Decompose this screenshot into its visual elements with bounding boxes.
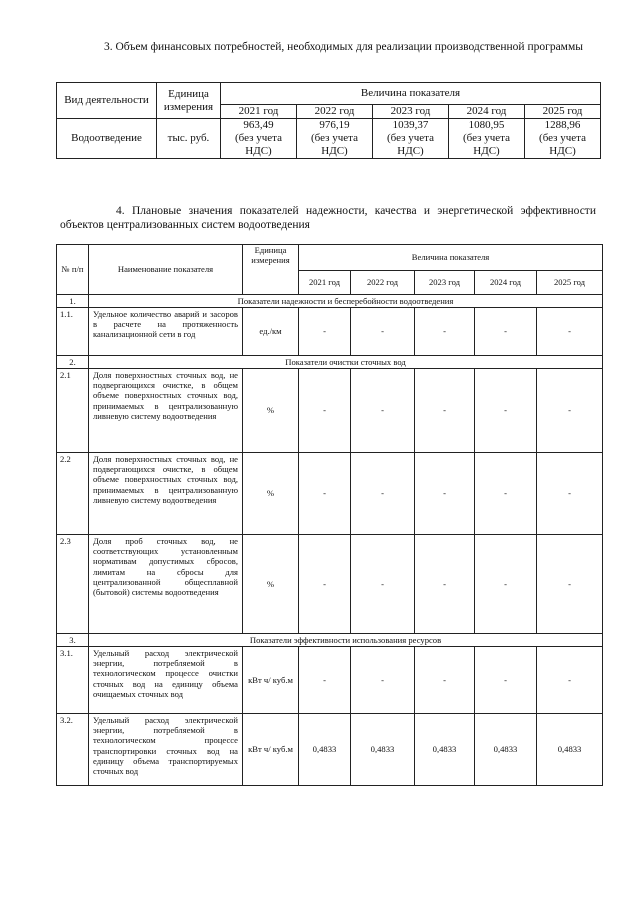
indicator-value: -: [415, 453, 475, 535]
indicator-value: -: [537, 453, 603, 535]
section-row: [57, 634, 603, 647]
year-header: 2024 год: [449, 105, 525, 119]
year-header: 2025 год: [525, 105, 601, 119]
indicator-name: Доля поверхностных сточных вод, не подвергающихся очистке, в общем объеме поверхностных сточных вод, принимаемых в централизованную ливневую систему водоотведения: [89, 453, 243, 535]
indicator-value: -: [351, 535, 415, 634]
value-line: (без учета: [463, 132, 510, 144]
row-number: 2.3: [57, 535, 89, 634]
indicator-value: -: [415, 308, 475, 356]
indicator-row: [57, 535, 603, 634]
indicator-value: -: [415, 647, 475, 714]
year-header: 2024 год: [475, 271, 537, 295]
value-line: НДС): [245, 145, 272, 157]
indicator-row: [57, 647, 603, 714]
row-number: 2.2: [57, 453, 89, 535]
value-line: НДС): [321, 145, 348, 157]
section3-heading: [60, 40, 588, 54]
indicator-value: -: [475, 369, 537, 453]
indicator-value: -: [351, 308, 415, 356]
year-header: 2021 год: [299, 271, 351, 295]
value-line: 1288,96: [544, 119, 581, 131]
indicator-unit: %: [243, 535, 299, 634]
value-cell: [373, 119, 449, 159]
indicator-unit: кВт ч/ куб.м: [243, 647, 299, 714]
header-unit: Единица измерения: [243, 245, 299, 295]
section-number: 1.: [57, 295, 89, 308]
value-cell: [525, 119, 601, 159]
year-header: 2022 год: [351, 271, 415, 295]
section-number: 3.: [57, 634, 89, 647]
value-line: (без учета: [539, 132, 586, 144]
value-line: НДС): [473, 145, 500, 157]
section-number: 2.: [57, 356, 89, 369]
indicator-value: 0,4833: [537, 714, 603, 786]
row-number: 2.1: [57, 369, 89, 453]
section-row: [57, 356, 603, 369]
year-header: 2025 год: [537, 271, 603, 295]
value-line: (без учета: [311, 132, 358, 144]
indicator-value: 0,4833: [351, 714, 415, 786]
row-number: 3.2.: [57, 714, 89, 786]
value-line: НДС): [397, 145, 424, 157]
indicator-value: -: [299, 535, 351, 634]
value-line: (без учета: [387, 132, 434, 144]
value-line: 963,49: [243, 119, 274, 131]
indicator-value: -: [537, 308, 603, 356]
indicator-value: -: [351, 369, 415, 453]
section-title: Показатели очистки сточных вод: [89, 356, 603, 369]
header-activity: Вид деятельности: [57, 83, 157, 119]
year-header: 2023 год: [373, 105, 449, 119]
indicator-value: 0,4833: [299, 714, 351, 786]
indicator-unit: %: [243, 369, 299, 453]
indicator-name: Удельный расход электрической энергии, потребляемой в технологическом процессе транспортировки сточных вод на единицу объема транспортируемых сточных вод: [89, 714, 243, 786]
section-row: [57, 295, 603, 308]
indicator-unit: кВт ч/ куб.м: [243, 714, 299, 786]
indicator-value: -: [351, 453, 415, 535]
header-value: Величина показателя: [299, 245, 603, 271]
indicator-name: Доля поверхностных сточных вод, не подвергающихся очистке, в общем объеме поверхностных сточных вод, принимаемых в централизованную ливневую систему водоотведения: [89, 369, 243, 453]
section-title: Показатели эффективности использования ресурсов: [89, 634, 603, 647]
row-number: 1.1.: [57, 308, 89, 356]
indicator-value: -: [415, 369, 475, 453]
value-line: НДС): [549, 145, 576, 157]
indicator-value: -: [351, 647, 415, 714]
indicator-value: -: [475, 308, 537, 356]
indicator-row: [57, 453, 603, 535]
indicator-row: [57, 714, 603, 786]
indicator-value: -: [299, 647, 351, 714]
financial-needs-table: [56, 82, 601, 159]
value-cell: [221, 119, 297, 159]
indicator-value: -: [415, 535, 475, 634]
year-header: 2022 год: [297, 105, 373, 119]
indicator-value: 0,4833: [415, 714, 475, 786]
indicator-row: [57, 369, 603, 453]
indicator-row: [57, 308, 603, 356]
value-line: 1039,37: [392, 119, 429, 131]
section4-heading-text: 4. Плановые значения показателей надежности, качества и энергетической эффективности объектов централизованных систем водоотведения: [60, 205, 596, 231]
section3-heading-text: 3. Объем финансовых потребностей, необходимых для реализации производственной программы: [104, 41, 583, 53]
indicator-unit: ед./км: [243, 308, 299, 356]
value-cell: [297, 119, 373, 159]
indicator-value: -: [299, 308, 351, 356]
header-value: Величина показателя: [221, 83, 601, 105]
year-header: 2023 год: [415, 271, 475, 295]
row-unit: тыс. руб.: [157, 119, 221, 159]
indicators-table: [56, 244, 603, 786]
row-activity: Водоотведение: [57, 119, 157, 159]
indicator-unit: %: [243, 453, 299, 535]
section4-heading: [60, 204, 596, 232]
indicator-value: -: [299, 453, 351, 535]
value-line: 976,19: [319, 119, 350, 131]
indicator-value: -: [475, 647, 537, 714]
header-unit: Единица измерения: [157, 83, 221, 119]
year-header: 2021 год: [221, 105, 297, 119]
indicator-value: -: [537, 535, 603, 634]
indicator-value: -: [475, 535, 537, 634]
header-num: № п/п: [57, 245, 89, 295]
row-number: 3.1.: [57, 647, 89, 714]
indicator-name: Доля проб сточных вод, не соответствующих установленным нормативам допустимых сбросов, лимитам на сбросы для централизованной общесплавной (бытовой) системы водоотведения: [89, 535, 243, 634]
indicator-value: 0,4833: [475, 714, 537, 786]
indicator-value: -: [537, 369, 603, 453]
indicator-value: -: [537, 647, 603, 714]
indicator-name: Удельное количество аварий и засоров в расчете на протяженность канализационной сети в год: [89, 308, 243, 356]
indicator-value: -: [475, 453, 537, 535]
section-title: Показатели надежности и бесперебойности водоотведения: [89, 295, 603, 308]
indicator-value: -: [299, 369, 351, 453]
value-line: 1080,95: [468, 119, 505, 131]
value-cell: [449, 119, 525, 159]
header-name: Наименование показателя: [89, 245, 243, 295]
value-line: (без учета: [235, 132, 282, 144]
indicator-name: Удельный расход электрической энергии, потребляемой в технологическом процессе очистки сточных вод на единицу объема очищаемых сточных вод: [89, 647, 243, 714]
